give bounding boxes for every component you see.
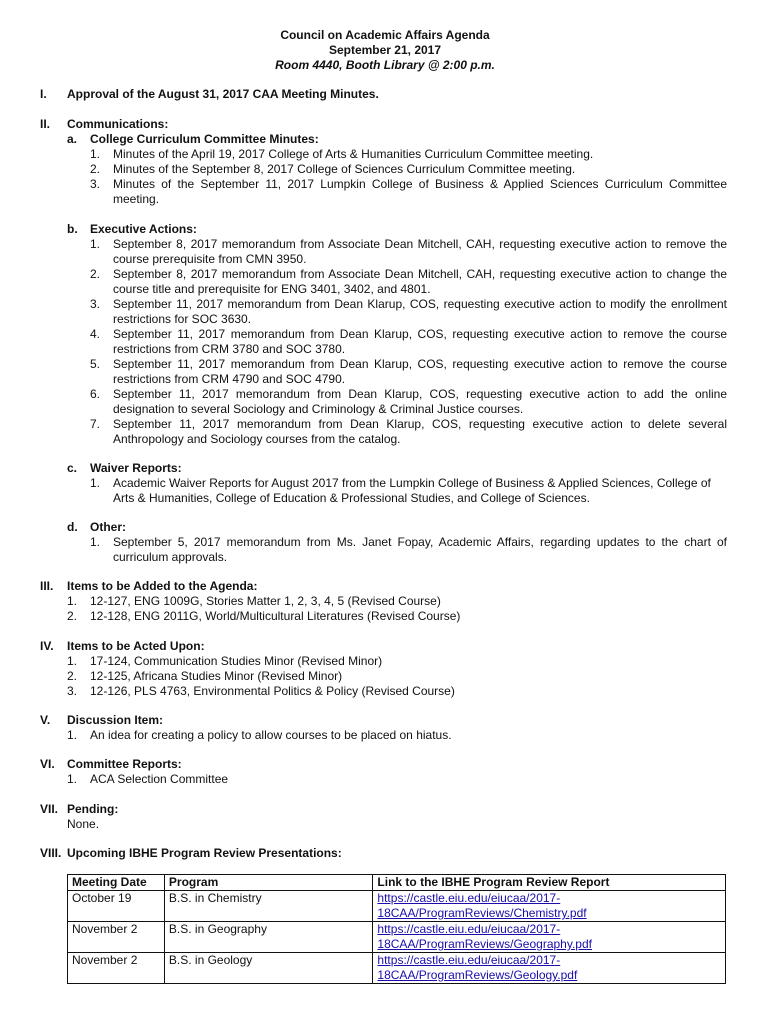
list-item: September 11, 2017 memorandum from Dean Klarup, COS, requesting executive action to modify the enrollment restrictions for SOC 3630. xyxy=(113,297,727,326)
agenda-room: Room 4440, Booth Library @ 2:00 p.m. xyxy=(275,58,495,72)
section-number: II. xyxy=(40,117,51,131)
section-number: VI. xyxy=(40,757,55,771)
list-item: Minutes of the September 8, 2017 College of Sciences Curriculum Committee meeting. xyxy=(113,162,576,176)
program-cell: B.S. in Geography xyxy=(164,922,373,953)
table-row xyxy=(68,891,726,922)
section-number: IV. xyxy=(40,639,54,653)
list-number: 1. xyxy=(67,772,78,786)
list-item: 17-124, Communication Studies Minor (Revised Minor) xyxy=(90,654,383,668)
section-text: None. xyxy=(67,817,100,831)
list-item: September 11, 2017 memorandum from Dean Klarup, COS, requesting executive action to remove the course restrictions from CRM 4790 and SOC 4790. xyxy=(113,357,727,386)
list-item: Academic Waiver Reports for August 2017 from the Lumpkin College of Business & Applied Sciences, College of Arts & Humanities, College of Education & Professional Studies, and College of Sciences. xyxy=(113,476,711,505)
section-number: VIII. xyxy=(40,846,62,860)
subsection-letter: b. xyxy=(67,222,78,236)
column-header: Program xyxy=(164,875,373,891)
section-heading: Discussion Item: xyxy=(67,713,164,727)
agenda-header xyxy=(0,28,770,73)
agenda-date: September 21, 2017 xyxy=(328,43,442,57)
agenda-title: Council on Academic Affairs Agenda xyxy=(280,28,490,42)
list-item: September 5, 2017 memorandum from Ms. Janet Fopay, Academic Affairs, regarding updates to the chart of curriculum approvals. xyxy=(113,535,727,564)
list-item: September 11, 2017 memorandum from Dean Klarup, COS, requesting executive action to delete several Anthropology and Sociology courses from the catalog. xyxy=(113,417,727,446)
list-number: 1. xyxy=(67,654,78,668)
meeting-date-cell: November 2 xyxy=(68,922,165,953)
section-heading: Pending: xyxy=(67,802,119,816)
list-number: 3. xyxy=(90,297,101,311)
list-number: 3. xyxy=(67,684,78,698)
list-item: An idea for creating a policy to allow courses to be placed on hiatus. xyxy=(90,728,452,742)
section-number: VII. xyxy=(40,802,59,816)
list-item: 12-126, PLS 4763, Environmental Politics & Policy (Revised Course) xyxy=(90,684,455,698)
list-item: September 8, 2017 memorandum from Associate Dean Mitchell, CAH, requesting executive action to remove the course prerequisite from CMN 3950. xyxy=(113,237,727,266)
link-cell xyxy=(373,891,726,922)
subsection-letter: c. xyxy=(67,461,78,475)
subsection-letter: d. xyxy=(67,520,78,534)
program-review-link[interactable]: https://castle.eiu.edu/eiucaa/2017- 18CAA/ProgramReviews/Chemistry.pdf xyxy=(377,891,587,920)
link-cell xyxy=(373,953,726,984)
list-number: 1. xyxy=(90,476,101,490)
list-number: 4. xyxy=(90,327,101,341)
list-number: 1. xyxy=(67,728,78,742)
list-item: Minutes of the September 11, 2017 Lumpkin College of Business & Applied Sciences Curriculum Committee meeting. xyxy=(113,177,727,206)
subsection-heading: Other: xyxy=(90,520,126,534)
column-header: Meeting Date xyxy=(68,875,165,891)
section-heading: Approval of the August 31, 2017 CAA Meeting Minutes. xyxy=(67,87,379,101)
program-cell: B.S. in Chemistry xyxy=(164,891,373,922)
list-item: ACA Selection Committee xyxy=(90,772,229,786)
table-header-row xyxy=(68,875,726,891)
section-number: III. xyxy=(40,579,54,593)
table-row xyxy=(68,922,726,953)
list-item: September 8, 2017 memorandum from Associate Dean Mitchell, CAH, requesting executive action to change the course title and prerequisite for ENG 3401, 3402, and 4801. xyxy=(113,267,727,296)
list-number: 1. xyxy=(90,147,101,161)
list-item: September 11, 2017 memorandum from Dean Klarup, COS, requesting executive action to remove the course restrictions from CRM 3780 and SOC 3780. xyxy=(113,327,727,356)
list-number: 2. xyxy=(90,162,101,176)
section-number: V. xyxy=(40,713,51,727)
list-number: 6. xyxy=(90,387,101,401)
list-number: 2. xyxy=(67,669,78,683)
link-cell xyxy=(373,922,726,953)
column-header: Link to the IBHE Program Review Report xyxy=(373,875,726,891)
program-review-link[interactable]: https://castle.eiu.edu/eiucaa/2017- 18CAA/ProgramReviews/Geology.pdf xyxy=(377,953,578,982)
subsection-heading: Executive Actions: xyxy=(90,222,197,236)
meeting-date-cell: October 19 xyxy=(68,891,165,922)
list-number: 1. xyxy=(90,535,101,549)
list-item: 12-128, ENG 2011G, World/Multicultural Literatures (Revised Course) xyxy=(90,609,461,623)
list-number: 1. xyxy=(90,237,101,251)
list-item: 12-125, Africana Studies Minor (Revised Minor) xyxy=(90,669,343,683)
program-review-table xyxy=(67,874,726,984)
section-heading: Items to be Added to the Agenda: xyxy=(67,579,258,593)
table-row xyxy=(68,953,726,984)
section-heading: Items to be Acted Upon: xyxy=(67,639,205,653)
list-number: 1. xyxy=(67,594,78,608)
subsection-heading: College Curriculum Committee Minutes: xyxy=(90,132,319,146)
subsection-letter: a. xyxy=(67,132,78,146)
list-number: 2. xyxy=(90,267,101,281)
list-item: September 11, 2017 memorandum from Dean Klarup, COS, requesting executive action to add the online designation to several Sociology and Criminology & Criminal Justice courses. xyxy=(113,387,727,416)
section-heading: Upcoming IBHE Program Review Presentations: xyxy=(67,846,342,860)
section-heading: Committee Reports: xyxy=(67,757,182,771)
program-review-link[interactable]: https://castle.eiu.edu/eiucaa/2017- 18CAA/ProgramReviews/Geography.pdf xyxy=(377,922,592,951)
list-number: 7. xyxy=(90,417,101,431)
list-item: 12-127, ENG 1009G, Stories Matter 1, 2, 3, 4, 5 (Revised Course) xyxy=(90,594,441,608)
meeting-date-cell: November 2 xyxy=(68,953,165,984)
list-item: Minutes of the April 19, 2017 College of Arts & Humanities Curriculum Committee meeting. xyxy=(113,147,594,161)
section-number: I. xyxy=(40,87,47,101)
list-number: 5. xyxy=(90,357,101,371)
list-number: 3. xyxy=(90,177,101,191)
subsection-heading: Waiver Reports: xyxy=(90,461,182,475)
section-heading: Communications: xyxy=(67,117,169,131)
list-number: 2. xyxy=(67,609,78,623)
program-cell: B.S. in Geology xyxy=(164,953,373,984)
